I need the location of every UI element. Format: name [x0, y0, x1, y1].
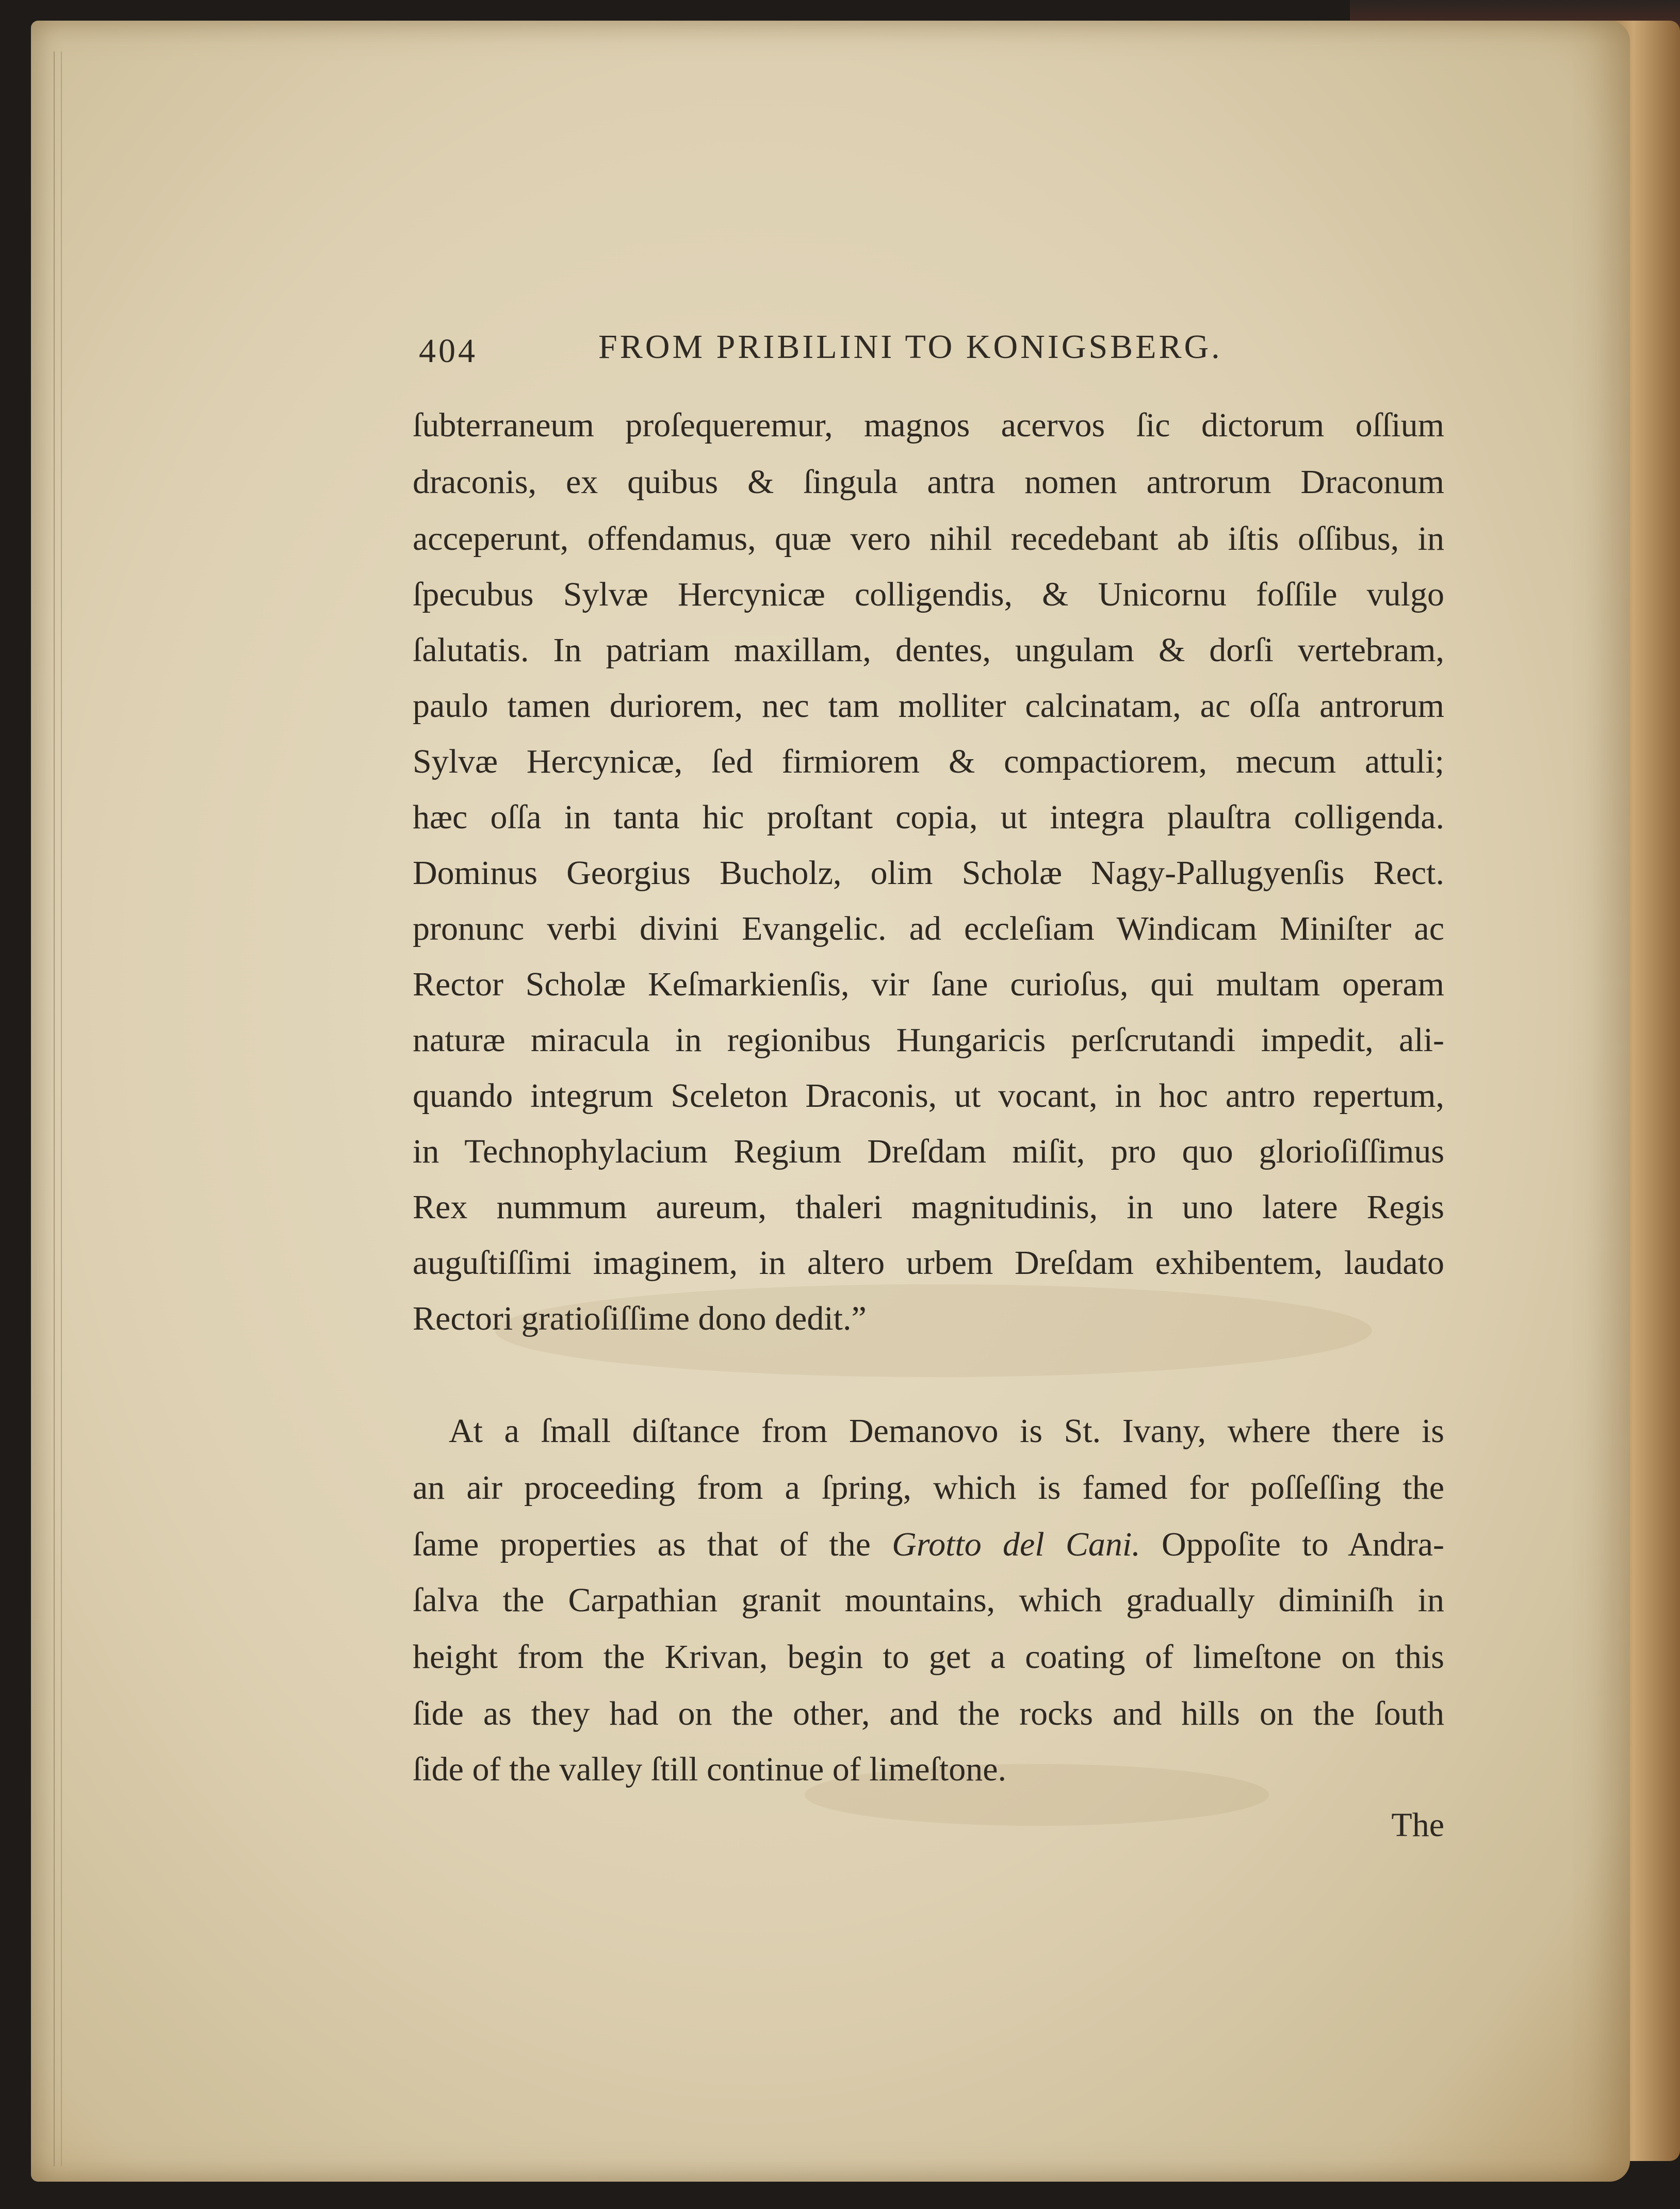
latin-line: acceperunt, offendamus, quæ vero nihil recedebant ab iſtis oſſibus, in: [413, 520, 1444, 558]
page-gutter-lines: [54, 52, 62, 2166]
latin-line: draconis, ex quibus & ſingula antra nomen antrorum Draconum: [413, 463, 1444, 501]
english-line: ſalva the Carpathian granit mountains, which gradually diminiſh in: [413, 1581, 1444, 1619]
english-text: ſame properties as that of the: [413, 1526, 871, 1563]
english-line-with-italic: [413, 1519, 1444, 1570]
latin-line: Dominus Georgius Bucholz, olim Scholæ Nagy-Pallugyenſis Rect.: [413, 854, 1444, 892]
latin-line: in Technophylacium Regium Dreſdam miſit, pro quo glorioſiſſimus: [413, 1133, 1444, 1170]
latin-line: auguſtiſſimi imaginem, in altero urbem Dreſdam exhibentem, laudato: [413, 1244, 1444, 1282]
latin-line: naturæ miracula in regionibus Hungaricis perſcrutandi impedit, ali-: [413, 1021, 1444, 1059]
catchword: The: [1391, 1806, 1444, 1844]
latin-line: paulo tamen duriorem, nec tam molliter calcinatam, ac oſſa antrorum: [413, 687, 1444, 725]
english-line: At a ſmall diſtance from Demanovo is St. Ivany, where there is: [449, 1412, 1444, 1450]
latin-line: Rectori gratioſiſſime dono dedit.”: [413, 1300, 867, 1337]
english-line: an air proceeding from a ſpring, which is famed for poſſeſſing the: [413, 1469, 1444, 1507]
latin-line: ſalutatis. In patriam maxillam, dentes, ungulam & dorſi vertebram,: [413, 631, 1444, 669]
running-head: FROM PRIBILINI TO KONIGSBERG.: [598, 328, 1222, 366]
latin-line: Rex nummum aureum, thaleri magnitudinis, in uno latere Regis: [413, 1188, 1444, 1226]
english-line: ſide of the valley ſtill continue of limeſtone.: [413, 1750, 1007, 1788]
latin-line: ſpecubus Sylvæ Hercynicæ colligendis, & Unicornu foſſile vulgo: [413, 576, 1444, 613]
latin-line: Sylvæ Hercynicæ, ſed firmiorem & compactiorem, mecum attuli;: [413, 743, 1444, 780]
latin-line: pronunc verbi divini Evangelic. ad eccleſiam Windicam Miniſter ac: [413, 910, 1444, 947]
page-number: 404: [419, 332, 478, 370]
latin-line: quando integrum Sceleton Draconis, ut vocant, in hoc antro repertum,: [413, 1077, 1444, 1115]
italic-place-name: Grotto del Cani.: [892, 1526, 1140, 1563]
book-page: [31, 21, 1630, 2182]
latin-line: hæc oſſa in tanta hic proſtant copia, ut integra plauſtra colligenda.: [413, 798, 1444, 836]
english-line: ſide as they had on the other, and the rocks and hills on the ſouth: [413, 1695, 1444, 1732]
page-header: [413, 328, 1444, 374]
latin-line: ſubterraneum proſequeremur, magnos acervos ſic dictorum oſſium: [413, 406, 1444, 444]
latin-line: Rector Scholæ Keſmarkienſis, vir ſane curioſus, qui multam operam: [413, 966, 1444, 1003]
english-text: Oppoſite to Andra-: [1161, 1526, 1444, 1563]
english-line: height from the Krivan, begin to get a coating of limeſtone on this: [413, 1638, 1444, 1676]
